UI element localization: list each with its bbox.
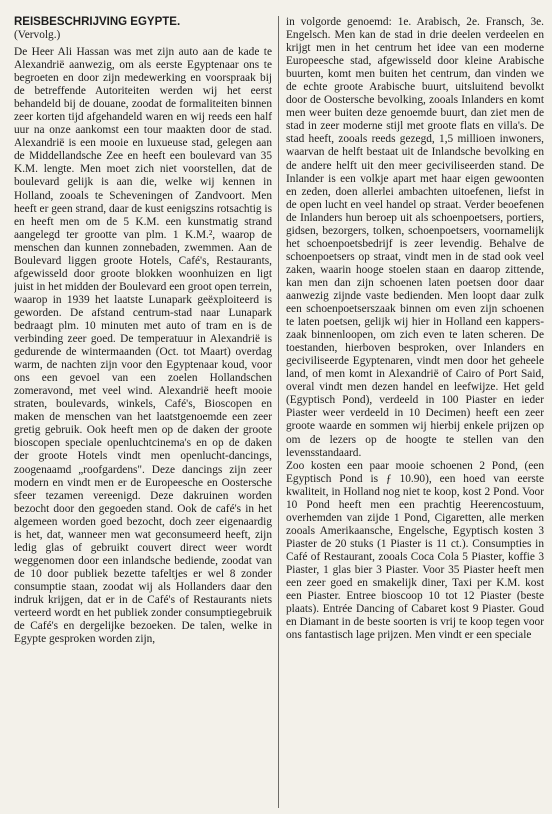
right-column	[278, 16, 544, 808]
paragraph: in volgorde genoemd: 1e. Arabisch, 2e. Fransch, 3e. Engelsch. Men kan de stad in drie deelen verdeelen en krijgt men in het centrum het idee van een moderne Europeesche stad, afgewisseld door kleine Arabische buurten, komt men buiten het centrum, dan vinden we de echte groote Arabische buurt, uitsluitend bevolkt door de Oostersche bevolking, zooals Inlanders en komt men weer buiten deze genoemde buurt, dan ziet men de stad in zeer moderne stijl met groote flats en villa's. De stad heeft, zooals reeds gezegd, 1,5 millioen inwoners, waarvan de helft bestaat uit de Inlandsche bevolking en de andere helft uit den meer geciviliseerden stand. De Inlander is een volkje apart met haar eigen gewoonten en zeden, doen allerlei ambachten uitoefenen, liefst in de open lucht en veel handel op straat. Verder beoefenen de Inlanders hun beroep uit als schoenpoetsers, portiers, gidsen, bezorgers, tolken, schoenpoetsers, voornamelijk het schoenpoetsbedrijf is zeer levendig. Behalve de schoenpoetsers op straat, vindt men in de stad ook veel zaken, waarin hooge stoelen staan en daarop zittende, kan men dan zijn schoenen laten poetsen door daar aanwezig zijnde vaste bedienden. Men loopt daar zulk een schoenpoetserszaak binnen om even zijn schoenen te laten poetsen, gelijk wij hier in Holland een kapperszaak binnenloopen, om zich even te laten scheren. De toestanden, hierboven besproken, over Inlanders en geciviliseerde Egyptenaren, vindt men door het geheele land, of men komt in Alexandrië of Cairo of Port Said, overal vindt men dezen handel en leefwijze. Het geld (Egyptisch Pond), verdeeld in 100 Piaster en ieder Piaster weer verdeeld in 10 Decimen) heeft een zeer groote waarde en sommen wij hierbij enkele prijzen op om de lezers op de hoogte te stellen van den levensstandaard.	[286, 16, 544, 459]
article-columns	[14, 16, 544, 808]
paragraph: De Heer Ali Hassan was met zijn auto aan de kade te Alexandrië aanwezig, om als eerste Egyptenaar ons te begroeten en door zijn medewerking en voorspraak bij de betreffende Autoriteiten werden wij het eerst behandeld bij de douane, zoodat de formaliteiten binnen zeer korten tijd afgehandeld waren en wij reeds een half uur na onze aankomst een tour maakten door de stad. Alexandrië is een mooie en luxueuse stad, gelegen aan de Middellandsche Zee en heeft een boulevard van 35 K.M. lengte. Men moet zich niet voorstellen, dat de boulevard gelijk is aan die, welke wij kennen in Holland, zooals te Scheveningen of Zandvoort. Men heeft er geen strand, daar de kust eenigszins rotsachtig is en heeft men om de 5 K.M. een kunstmatig strand aangelegd ter grootte van plm. 1 K.M.², waarop de menschen dan kunnen zonnebaden, zwemmen. Aan de Boulevard liggen groote Hotels, Café's, Restaurants, afgewisseld door groote blokken woonhuizen en ligt juist in het midden der Boulevard een groot open terrein, waarop in 1939 het laatste Lunapark geëxploiteerd is geworden. De afstand centrum-stad naar Lunapark bedraagt plm. 10 minuten met auto of tram en is de verbinding zeer goed. De temperatuur in Alexandrië is gedurende de wintermaanden (Oct. tot Maart) overdag warm, de nachten zijn voor den Egyptenaar koud, voor ons een gevoel van een zoelen Hollandschen zomeravond, met veel wind. Alexandrië heeft mooie straten, boulevards, winkels, Café's, Bioscopen en maken de menschen van het laatstgenoemde een zeer gretig gebruik. Ook heeft men op de daken der groote bioscopen speciale openluchtcinema's en op de daken der groote Hotels vindt men openlucht-dancings, zoogenaamd „roofgardens". Deze dancings zijn zeer modern en vindt men er de Europeesche en Oostersche sfeer tezamen vereenigd. Deze dakruinen worden bezocht door den gegoeden stand. Ook de café's in het algemeen worden goed bezocht, doch zeer eigenaardig is het, dat, wanneer men wat geconsumeerd heeft, zijn ledig glas of gebruikt couvert direct weer wordt weggenomen door een inlandsche bediende, zoodat van de 10 door publiek bezette tafeltjes er wel 8 zonder consumptie staan, zoodat wij als Hollanders daar den indruk krijgen, dat er in de Café's of Restaurants niets verteerd wordt en het publiek zonder consumptiegebruik de Café's en dergelijke bezoeken. De talen, welke in Egypte gesproken worden zijn,	[14, 46, 272, 646]
left-column	[14, 16, 278, 808]
paragraph: Zoo kosten een paar mooie schoenen 2 Pond, (een Egyptisch Pond is ƒ 10.90), een hoed van eerste kwaliteit, in Holland nog niet te koop, kost 2 Pond. Voor 10 Pond heeft men een prachtig Heerencostuum, overhemden van zijde 1 Pond, Cigaretten, alle merken zooals Amerikaansche, Engelsche, Egyptisch kosten 3 Piaster de 20 stuks (1 Piaster is 11 ct.). Consumpties in Café of Restaurant, zooals Coca Cola 5 Piaster, koffie 3 Piaster, 1 glas bier 3 Piaster. Voor 35 Piaster heeft men een zeer goed en smakelijk diner, Taxi per K.M. kost een Piaster. Entree bioscoop 10 tot 12 Piaster (beste plaats). Entrée Dancing of Cabaret kost 9 Piaster. Goud en Diamant in de beste soorten is vrij te koop tegen voor ons fantastisch lage prijzen. Men vindt er een speciale	[286, 459, 544, 642]
article-title: REISBESCHRIJVING EGYPTE.	[14, 16, 181, 28]
article-subtitle: (Vervolg.)	[14, 29, 61, 41]
